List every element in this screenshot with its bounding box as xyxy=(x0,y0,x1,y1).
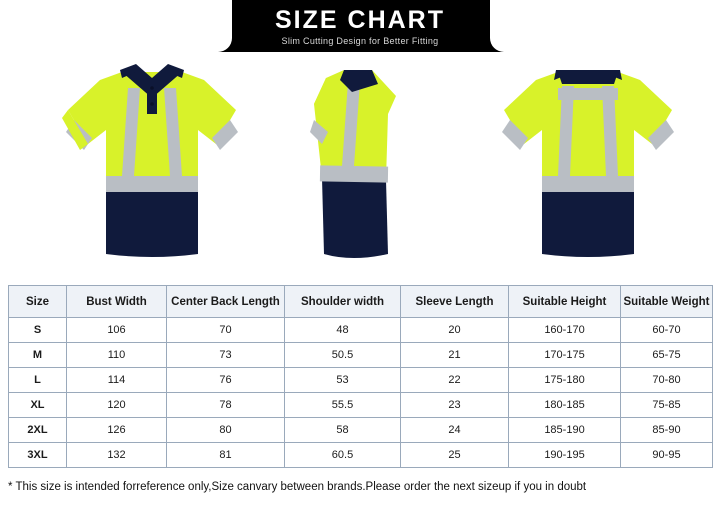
size-table-wrapper xyxy=(8,285,712,468)
cell-shoulder-width: 53 xyxy=(285,368,401,393)
cell-shoulder-width: 55.5 xyxy=(285,393,401,418)
cell-size: L xyxy=(9,368,67,393)
cell-sleeve-length: 21 xyxy=(401,343,509,368)
header-banner xyxy=(0,0,720,52)
cell-center-back-length: 73 xyxy=(167,343,285,368)
column-header-suitable-weight: Suitable Weight xyxy=(621,286,713,318)
cell-suitable-height: 190-195 xyxy=(509,443,621,468)
cell-suitable-height: 175-180 xyxy=(509,368,621,393)
cell-center-back-length: 80 xyxy=(167,418,285,443)
cell-size: 3XL xyxy=(9,443,67,468)
cell-size: S xyxy=(9,318,67,343)
cell-sleeve-length: 24 xyxy=(401,418,509,443)
cell-sleeve-length: 22 xyxy=(401,368,509,393)
cell-size: M xyxy=(9,343,67,368)
cell-suitable-weight: 60-70 xyxy=(621,318,713,343)
cell-shoulder-width: 60.5 xyxy=(285,443,401,468)
cell-shoulder-width: 58 xyxy=(285,418,401,443)
cell-sleeve-length: 20 xyxy=(401,318,509,343)
cell-suitable-weight: 85-90 xyxy=(621,418,713,443)
cell-center-back-length: 78 xyxy=(167,393,285,418)
table-header-row xyxy=(9,286,713,318)
table-row xyxy=(9,443,713,468)
cell-suitable-weight: 90-95 xyxy=(621,443,713,468)
table-row xyxy=(9,343,713,368)
cell-bust-width: 132 xyxy=(67,443,167,468)
page-subtitle: Slim Cutting Design for Better Fitting xyxy=(281,35,439,46)
cell-bust-width: 114 xyxy=(67,368,167,393)
cell-bust-width: 106 xyxy=(67,318,167,343)
column-header-shoulder-width: Shoulder width xyxy=(285,286,401,318)
page-title: SIZE CHART xyxy=(275,5,445,34)
column-header-bust-width: Bust Width xyxy=(67,286,167,318)
cell-bust-width: 110 xyxy=(67,343,167,368)
cell-suitable-weight: 75-85 xyxy=(621,393,713,418)
table-row xyxy=(9,368,713,393)
cell-bust-width: 126 xyxy=(67,418,167,443)
cell-sleeve-length: 25 xyxy=(401,443,509,468)
polo-shirt-side-view-icon xyxy=(300,58,410,272)
cell-center-back-length: 81 xyxy=(167,443,285,468)
column-header-center-back-length: Center Back Length xyxy=(167,286,285,318)
column-header-suitable-height: Suitable Height xyxy=(509,286,621,318)
cell-shoulder-width: 48 xyxy=(285,318,401,343)
shirt-illustrations xyxy=(0,52,720,280)
table-row xyxy=(9,318,713,343)
column-header-sleeve-length: Sleeve Length xyxy=(401,286,509,318)
cell-suitable-height: 180-185 xyxy=(509,393,621,418)
cell-suitable-height: 160-170 xyxy=(509,318,621,343)
cell-shoulder-width: 50.5 xyxy=(285,343,401,368)
table-row xyxy=(9,393,713,418)
footnote-text: * This size is intended forreference only,Size canvary between brands.Please order the next sizeup if you in doubt xyxy=(8,481,587,493)
polo-shirt-front-view-icon xyxy=(62,58,242,268)
cell-size: 2XL xyxy=(9,418,67,443)
header-text-group xyxy=(0,0,720,52)
cell-center-back-length: 70 xyxy=(167,318,285,343)
cell-bust-width: 120 xyxy=(67,393,167,418)
size-table xyxy=(8,285,713,468)
table-row xyxy=(9,418,713,443)
cell-suitable-height: 170-175 xyxy=(509,343,621,368)
cell-center-back-length: 76 xyxy=(167,368,285,393)
cell-size: XL xyxy=(9,393,67,418)
polo-shirt-back-view-icon xyxy=(500,58,676,268)
cell-suitable-height: 185-190 xyxy=(509,418,621,443)
cell-sleeve-length: 23 xyxy=(401,393,509,418)
cell-suitable-weight: 70-80 xyxy=(621,368,713,393)
cell-suitable-weight: 65-75 xyxy=(621,343,713,368)
column-header-size: Size xyxy=(9,286,67,318)
